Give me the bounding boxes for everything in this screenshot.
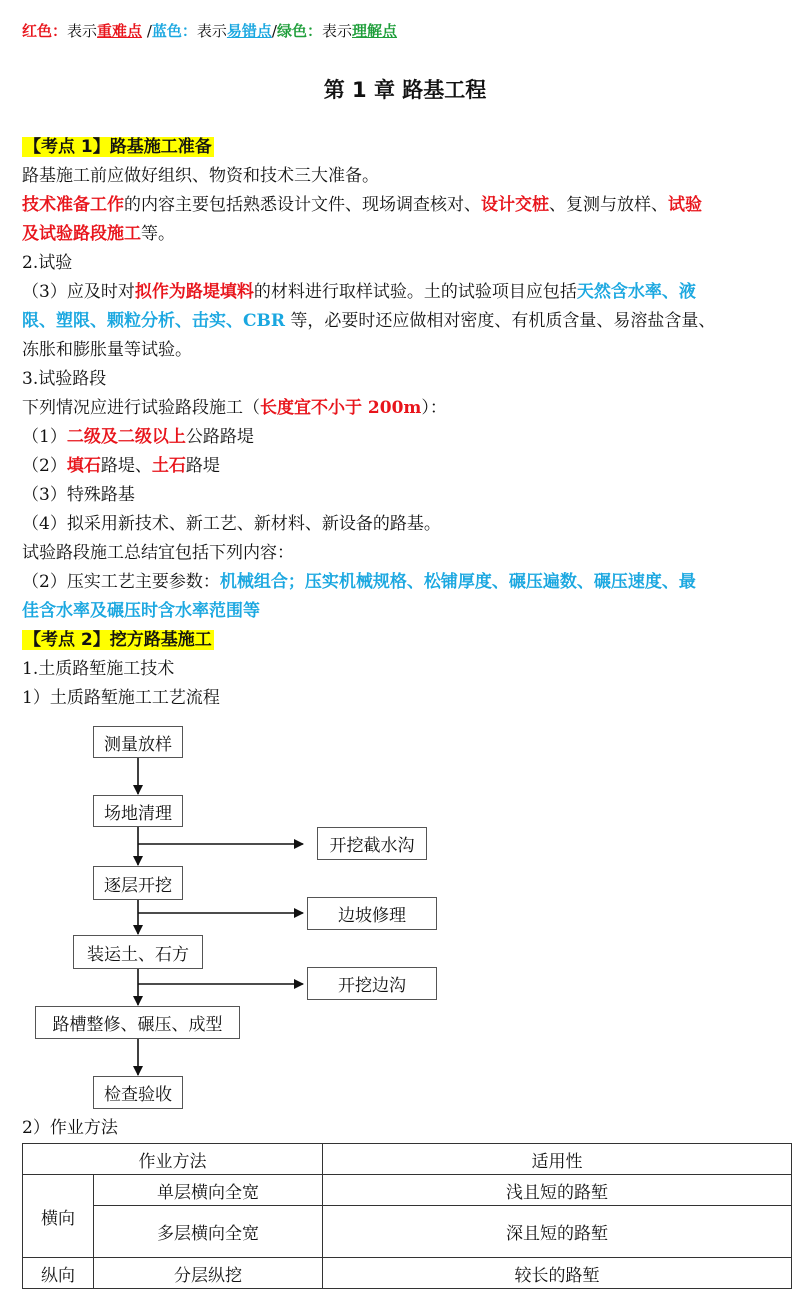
kp1-heading: 【考点 1】路基施工准备: [24, 137, 212, 157]
flow-step-survey: 测量放样: [93, 726, 183, 758]
kp1-c2-c: 路堤、: [100, 456, 152, 476]
kp1-p2-a: 技术准备工作: [22, 195, 124, 215]
flow-step-inspect: 检查验收: [93, 1076, 183, 1109]
kp2-heading: 【考点 2】挖方路基施工: [24, 630, 212, 650]
table-row: [23, 1206, 792, 1258]
legend-green-label: 绿色：: [276, 22, 322, 40]
kp1-c2-d: 土石: [151, 456, 186, 476]
flow-branch-slope-trim: 边坡修理: [307, 897, 437, 930]
kp2-s1-flow-title: 1）土质路堑施工工艺流程: [22, 688, 220, 708]
kp1-case-4: （4）拟采用新技术、新工艺、新材料、新设备的路基。: [22, 514, 441, 534]
kp1-summary: 试验路段施工总结宜包括下列内容：: [22, 543, 294, 563]
kp1-p2-e: 试验: [668, 195, 702, 215]
kp1-s2-e: 限、塑限、颗粒分析、击实、CBR: [22, 311, 286, 331]
kp1-p2-c: 设计交桩: [481, 195, 549, 215]
table-cell-method: 单层横向全宽: [94, 1175, 323, 1206]
legend-red-term: 重难点: [97, 22, 143, 40]
methods-table: [22, 1143, 792, 1289]
kp1-s3-c: ）：: [421, 398, 447, 418]
legend-green-desc: 表示: [322, 22, 353, 40]
flow-branch-side-ditch: 开挖边沟: [307, 967, 437, 1000]
kp1-s2-b: 拟作为路堤填料: [134, 282, 254, 302]
kp1-s3-a: 下列情况应进行试验路段施工（: [22, 398, 260, 418]
table-cell-method: 分层纵挖: [94, 1258, 323, 1289]
kp1-s2-f: 等，必要时还应做相对密度、有机质含量、易溶盐含量、: [285, 311, 716, 331]
table-header-method: 作业方法: [23, 1144, 323, 1175]
flow-step-layer-excavate: 逐层开挖: [93, 866, 183, 900]
table-cell-method: 多层横向全宽: [94, 1206, 323, 1258]
kp1-s2-d: 天然含水率、液: [576, 282, 696, 302]
kp1-p2-d: 、复测与放样、: [549, 195, 668, 215]
kp1-s2-c: 的材料进行取样试验。土的试验项目应包括: [253, 282, 577, 302]
kp1-sum2-c: 佳含水率及碾压时含水率范围等: [22, 601, 260, 621]
legend-blue-label: 蓝色：: [151, 22, 197, 40]
legend-red-label: 红色：: [22, 22, 68, 40]
flow-step-haul: 装运土、石方: [73, 935, 203, 969]
legend-green-term: 理解点: [352, 22, 398, 40]
chapter-title: 第 1 章 路基工程: [323, 78, 487, 102]
kp1-c2-e: 路堤: [185, 456, 220, 476]
kp1-s2-a: （3）应及时对: [22, 282, 135, 302]
legend-blue-term: 易错点: [226, 22, 272, 40]
table-header-use: 适用性: [323, 1144, 792, 1175]
table-group-transverse: 横向: [23, 1175, 94, 1258]
kp1-p2-g: 等。: [141, 224, 175, 244]
legend-blue-desc: 表示: [196, 22, 227, 40]
table-row: [23, 1258, 792, 1289]
kp1-s2-line3: 冻胀和膨胀量等试验。: [22, 340, 192, 360]
kp1-sum2-a: （2）压实工艺主要参数：: [22, 572, 220, 592]
table-group-longitudinal: 纵向: [23, 1258, 94, 1289]
kp1-c1-a: （1）: [22, 427, 67, 447]
legend-sep: /: [142, 22, 152, 40]
table-row: [23, 1175, 792, 1206]
kp2-s1-method-title: 2）作业方法: [22, 1118, 118, 1138]
kp2-s1: 1.土质路堑施工技术: [22, 659, 175, 679]
kp1-c1-c: 公路路堤: [185, 427, 254, 447]
legend-sep: /: [271, 22, 277, 40]
kp1-sum2-b: 机械组合；压实机械规格、松铺厚度、碾压遍数、碾压速度、最: [219, 572, 696, 592]
table-cell-use: 较长的路堑: [323, 1258, 792, 1289]
flow-step-trough-finish: 路槽整修、碾压、成型: [35, 1006, 240, 1039]
legend-red-desc: 表示: [67, 22, 98, 40]
table-header-row: [23, 1144, 792, 1175]
kp1-p2-f: 及试验路段施工: [22, 224, 141, 244]
kp1-s3-b: 长度宜不小于 200m: [260, 398, 422, 418]
table-cell-use: 浅且短的路堑: [323, 1175, 792, 1206]
flow-step-clear-site: 场地清理: [93, 795, 183, 827]
flow-branch-intercept-ditch: 开挖截水沟: [317, 827, 427, 860]
kp1-p1: 路基施工前应做好组织、物资和技术三大准备。: [22, 166, 379, 186]
kp1-c2-b: 填石: [66, 456, 101, 476]
kp1-c2-a: （2）: [22, 456, 67, 476]
kp1-c1-b: 二级及二级以上: [66, 427, 186, 447]
kp1-s3: 3.试验路段: [22, 369, 107, 389]
kp1-case-3: （3）特殊路基: [22, 485, 135, 505]
table-cell-use: 深且短的路堑: [323, 1206, 792, 1258]
kp1-p2-b: 的内容主要包括熟悉设计文件、现场调查核对、: [124, 195, 481, 215]
kp1-s2: 2.试验: [22, 253, 73, 273]
